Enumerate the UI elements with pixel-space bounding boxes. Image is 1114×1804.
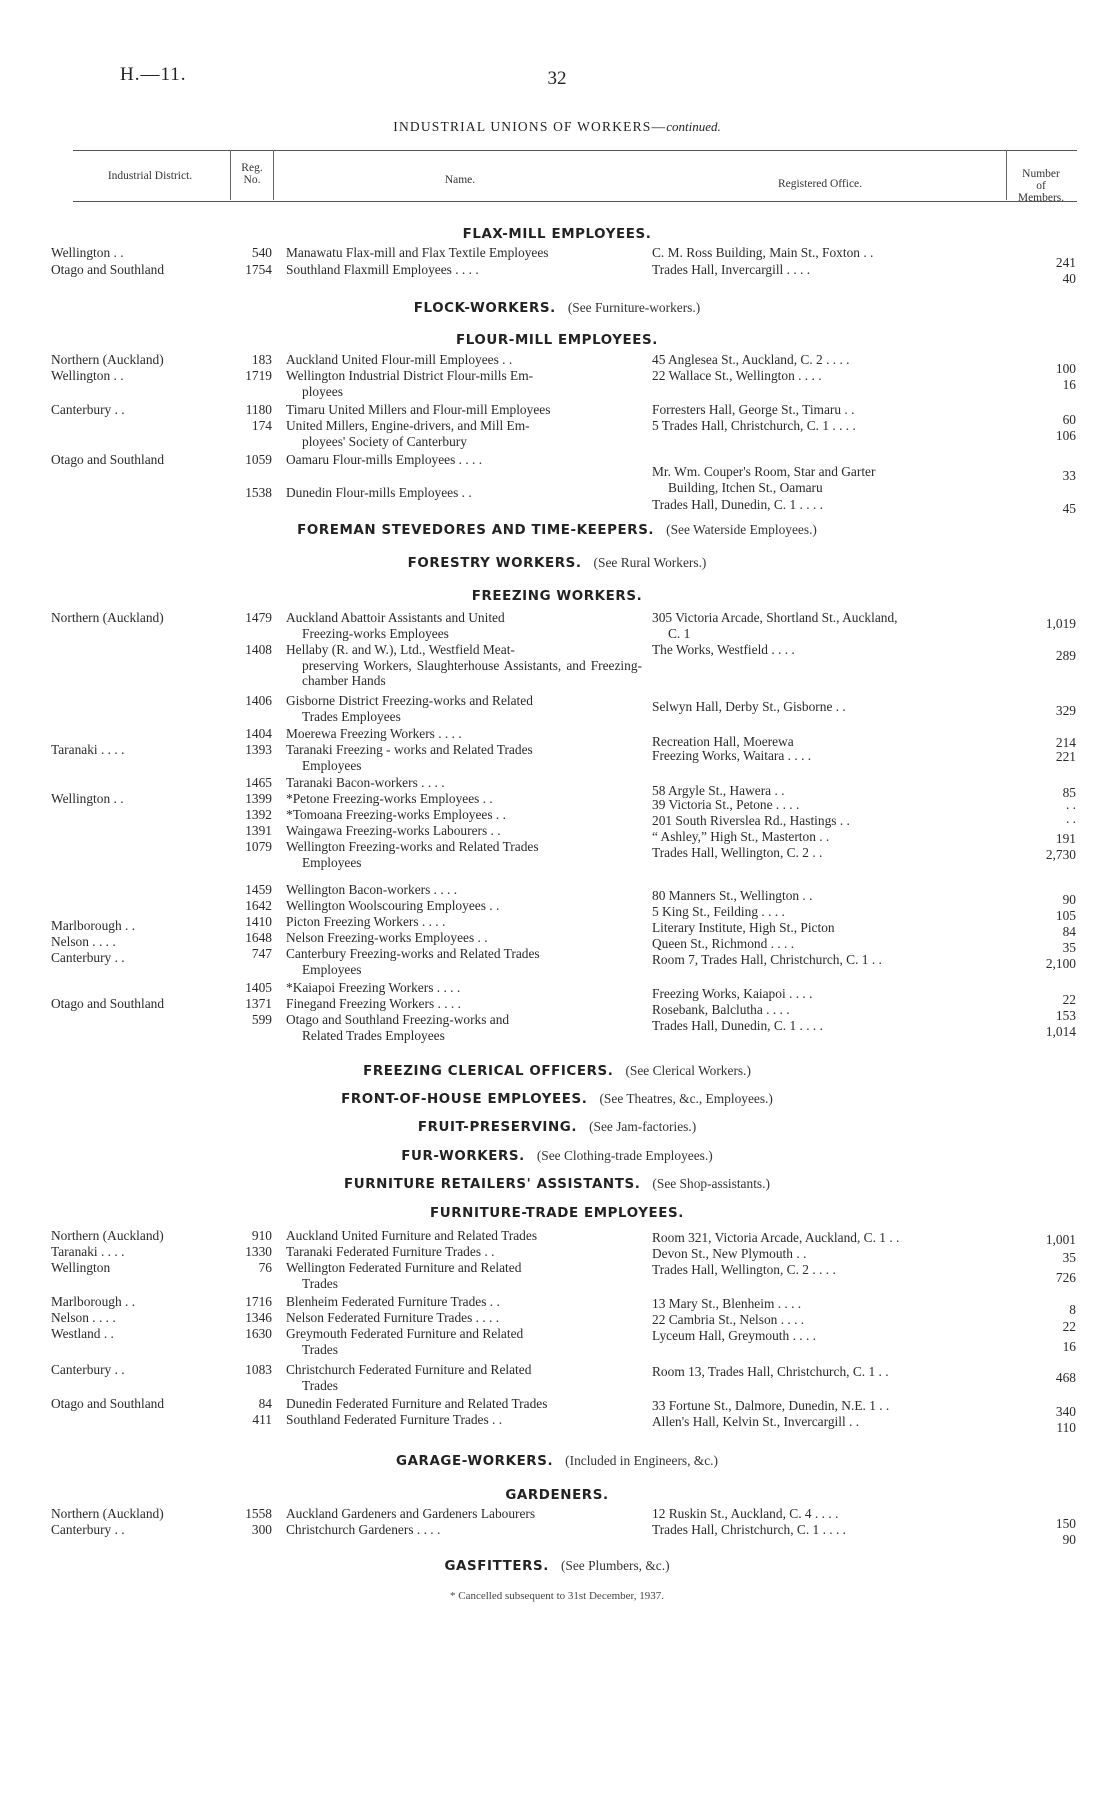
row-name: *Tomoana Freezing-works Employees . . [286,807,506,822]
row-reg: 1406 [245,693,272,708]
row-name-line2: Employees [302,757,362,773]
section-heading [0,1176,1114,1192]
row-office: 58 Argyle St., Hawera . . [652,783,785,798]
row-name-line1: Canterbury Freezing-works and Related Trades [286,946,540,961]
section-see-reference: (See Shop-assistants.) [652,1176,770,1191]
row-office: Devon St., New Plymouth . . [652,1246,807,1261]
row-name: Manawatu Flax-mill and Flax Textile Employees [286,245,549,260]
row-members: 2,100 [1045,956,1076,971]
row-reg: 1630 [245,1326,272,1341]
row-members: 1,014 [1045,1024,1076,1039]
row-office: Lyceum Hall, Greymouth . . . . [652,1328,817,1343]
row-name-line1: Wellington Freezing-works and Related Trades [286,839,539,854]
section-title: FUR-WORKERS. [401,1149,525,1164]
row-name [286,1012,642,1043]
row-members: 33 [1062,468,1076,483]
row-members: 340 [1055,1404,1076,1419]
row-district: Northern (Auckland) [51,352,164,367]
row-reg: 1716 [245,1294,272,1309]
row-office: Trades Hall, Invercargill . . . . [652,262,811,277]
row-office: Trades Hall, Christchurch, C. 1 . . . . [652,1522,847,1537]
section-heading [0,1488,1114,1503]
section-title: FLOCK-WORKERS. [413,301,556,316]
row-name-line1: Gisborne District Freezing-works and Related [286,693,533,708]
row-name [286,742,642,773]
row-reg: 1408 [245,642,272,657]
row-office-line2: C. 1 [668,625,691,641]
row-name-line2: preserving Workers, Slaughterhouse Assistants, and Freezing-chamber Hands [302,657,642,688]
row-members: 289 [1055,648,1076,663]
row-name [286,1260,642,1291]
row-members: 85 [1062,785,1076,800]
row-members: 241 [1055,255,1076,270]
row-reg: 1648 [245,930,272,945]
row-office: Recreation Hall, Moerewa [652,734,794,749]
row-name-line1: Greymouth Federated Furniture and Related [286,1326,524,1341]
section-title: FOREMAN STEVEDORES AND TIME-KEEPERS. [297,523,655,538]
row-district: Nelson . . . . [51,934,116,949]
header-members-line3: Members. [1017,192,1065,204]
row-office: Trades Hall, Dunedin, C. 1 . . . . [652,1018,823,1033]
row-district: Wellington [51,1260,111,1275]
row-name-line1: Christchurch Federated Furniture and Related [286,1362,532,1377]
row-district: Wellington . . [51,245,124,260]
row-name: Waingawa Freezing-works Labourers . . [286,823,501,838]
row-district: Otago and Southland [51,452,165,467]
section-see-reference: (See Clerical Workers.) [625,1063,751,1078]
header-reg-line2: No. [243,174,261,186]
row-office: 5 Trades Hall, Christchurch, C. 1 . . . . [652,418,856,433]
row-reg: 76 [258,1260,272,1275]
header-office: Registered Office. [777,178,863,190]
row-reg: 411 [252,1412,272,1427]
row-district: Marlborough . . [51,918,136,933]
row-office: Selwyn Hall, Derby St., Gisborne . . [652,699,846,714]
row-name [286,946,642,977]
section-title: FLOUR-MILL EMPLOYEES. [456,333,658,348]
section-title: FURNITURE-TRADE EMPLOYEES. [430,1206,684,1221]
row-members: 2,730 [1045,847,1076,862]
row-district: Wellington . . [51,791,124,806]
row-members: 1,019 [1045,616,1076,631]
row-reg: 910 [251,1228,272,1243]
row-name-line2: Trades [302,1377,338,1393]
section-see-reference: (Included in Engineers, &c.) [565,1453,718,1468]
row-name [286,610,642,641]
row-name [286,642,642,689]
section-heading [0,1453,1114,1469]
row-members: 22 [1062,992,1076,1007]
row-name: Taranaki Federated Furniture Trades . . [286,1244,495,1259]
section-title: FORESTRY WORKERS. [407,556,582,571]
row-office: 39 Victoria St., Petone . . . . [652,797,800,812]
row-office: Literary Institute, High St., Picton [652,920,835,935]
row-office: 5 King St., Feilding . . . . [652,904,785,919]
row-members: 16 [1062,1339,1076,1354]
row-name: Auckland Gardeners and Gardeners Labourers [286,1506,536,1521]
row-office: 33 Fortune St., Dalmore, Dunedin, N.E. 1 . . [652,1398,890,1413]
row-reg: 1079 [245,839,272,854]
row-office: Queen St., Richmond . . . . [652,936,795,951]
row-members: 40 [1062,271,1076,286]
row-district: Taranaki . . . . [51,1244,125,1259]
row-name: Picton Freezing Workers . . . . [286,914,446,929]
row-members: 8 [1069,1302,1076,1317]
row-name-line2: Trades Employees [302,708,401,724]
row-name: Christchurch Gardeners . . . . [286,1522,441,1537]
row-reg: 1754 [245,262,272,277]
section-heading [0,1558,1114,1574]
row-reg: 1459 [245,882,272,897]
row-name [286,693,642,724]
row-members: 150 [1055,1516,1076,1531]
row-name [286,1362,642,1393]
page-identifier: H.—11. [120,64,187,85]
row-name: *Petone Freezing-works Employees . . [286,791,493,806]
row-office: 80 Manners St., Wellington . . [652,888,813,903]
row-members: 84 [1062,924,1076,939]
row-members: 45 [1062,501,1076,516]
row-members: 1,001 [1045,1232,1076,1247]
row-reg: 1479 [245,610,272,625]
row-office: 45 Anglesea St., Auckland, C. 2 . . . . [652,352,850,367]
row-name [286,1326,642,1357]
row-name: Dunedin Flour-mills Employees . . [286,485,472,500]
row-members: 726 [1055,1270,1076,1285]
row-office: 22 Cambria St., Nelson . . . . [652,1312,805,1327]
row-name: Timaru United Millers and Flour-mill Employees [286,402,551,417]
row-name [286,418,642,449]
section-title: GASFITTERS. [444,1559,549,1574]
section-see-reference: (See Theatres, &c., Employees.) [599,1091,773,1106]
section-heading [0,1206,1114,1221]
row-name: Dunedin Federated Furniture and Related Trades [286,1396,548,1411]
row-office: 12 Ruskin St., Auckland, C. 4 . . . . [652,1506,839,1521]
row-members: 90 [1062,1532,1076,1547]
row-district: Canterbury . . [51,402,125,417]
header-district: Industrial District. [107,170,193,182]
row-office-line2: Building, Itchen St., Oamaru [668,479,823,495]
row-reg: 540 [251,245,272,260]
row-reg: 1083 [245,1362,272,1377]
section-heading [0,1091,1114,1107]
row-name: Oamaru Flour-mills Employees . . . . [286,452,483,467]
row-reg: 84 [258,1396,272,1411]
section-title: GARAGE-WORKERS. [396,1454,554,1469]
row-members: 468 [1055,1370,1076,1385]
row-office [652,464,992,495]
row-district: Northern (Auckland) [51,1228,164,1243]
row-reg: 1642 [245,898,272,913]
row-reg: 1392 [245,807,272,822]
row-reg: 1558 [245,1506,272,1521]
row-office: Trades Hall, Wellington, C. 2 . . [652,845,823,860]
row-district: Northern (Auckland) [51,1506,164,1521]
row-reg: 174 [251,418,272,433]
row-reg: 1410 [245,914,272,929]
footnote: * Cancelled subsequent to 31st December, 1937. [449,1590,664,1602]
row-name-line1: Wellington Industrial District Flour-mills Em- [286,368,534,383]
section-heading [0,1119,1114,1135]
section-see-reference: (See Jam-factories.) [589,1119,697,1134]
row-reg: 183 [251,352,272,367]
row-members: 105 [1055,908,1076,923]
row-name: Auckland United Flour-mill Employees . . [286,352,513,367]
row-reg: 300 [251,1522,272,1537]
row-members: 35 [1062,1250,1076,1265]
row-reg: 1719 [245,368,272,383]
section-title: GARDENERS. [505,1488,609,1503]
section-heading [0,589,1114,604]
row-name: Auckland United Furniture and Related Trades [286,1228,538,1243]
section-heading [0,227,1114,242]
section-see-reference: (See Waterside Employees.) [666,522,817,537]
row-name-line1: Otago and Southland Freezing-works and [286,1012,510,1027]
row-reg: 1393 [245,742,272,757]
row-office: Trades Hall, Wellington, C. 2 . . . . [652,1262,836,1277]
row-name-line2: Trades [302,1275,338,1291]
section-heading [0,300,1114,316]
row-name [286,368,642,399]
row-members: 16 [1062,377,1076,392]
row-members: . . [1065,797,1076,812]
row-members: 100 [1055,361,1076,376]
row-district: Westland . . [51,1326,114,1341]
section-see-reference: (See Plumbers, &c.) [560,1558,670,1573]
row-district: Otago and Southland [51,996,165,1011]
row-reg: 1404 [245,726,272,741]
section-heading [0,333,1114,348]
row-office: Freezing Works, Kaiapoi . . . . [652,986,813,1001]
section-title: FURNITURE RETAILERS' ASSISTANTS. [344,1177,641,1192]
row-name-line1: Taranaki Freezing - works and Related Trades [286,742,533,757]
row-members: 60 [1062,412,1076,427]
row-office: 22 Wallace St., Wellington . . . . [652,368,822,383]
row-name-line2: Trades [302,1341,338,1357]
row-district: Otago and Southland [51,1396,165,1411]
row-reg: 1399 [245,791,272,806]
header-name: Name. [444,174,476,186]
row-district: Canterbury . . [51,1362,125,1377]
row-name: Southland Federated Furniture Trades . . [286,1412,503,1427]
row-name: Wellington Woolscouring Employees . . [286,898,500,913]
row-office: 201 South Riverslea Rd., Hastings . . [652,813,850,828]
row-office: Forresters Hall, George St., Timaru . . [652,402,855,417]
row-reg: 1180 [245,402,272,417]
row-members: 214 [1055,735,1076,750]
row-name-line2: ployees [302,383,343,399]
row-name: Nelson Federated Furniture Trades . . . . [286,1310,500,1325]
row-name-line2: ployees' Society of Canterbury [302,433,467,449]
section-title: FLAX-MILL EMPLOYEES. [462,227,652,242]
row-name: Southland Flaxmill Employees . . . . [286,262,479,277]
row-name [286,839,642,870]
row-name: Moerewa Freezing Workers . . . . [286,726,462,741]
row-office: Trades Hall, Dunedin, C. 1 . . . . [652,497,823,512]
title-main: INDUSTRIAL UNIONS OF WORKERS— [393,119,667,134]
row-district: Canterbury . . [51,1522,125,1537]
row-office: Room 13, Trades Hall, Christchurch, C. 1 . . [652,1364,889,1379]
row-name-line2: Freezing-works Employees [302,625,449,641]
row-members: 153 [1055,1008,1076,1023]
row-district: Taranaki . . . . [51,742,125,757]
section-see-reference: (See Clothing-trade Employees.) [536,1148,713,1163]
row-members: 110 [1056,1420,1076,1435]
row-name-line1: Wellington Federated Furniture and Related [286,1260,522,1275]
row-name-line2: Employees [302,854,362,870]
row-reg: 1465 [245,775,272,790]
title-continued: continued. [666,119,721,134]
row-office: “ Ashley,” High St., Masterton . . [652,829,830,844]
row-reg: 747 [251,946,272,961]
row-district: Otago and Southland [51,262,165,277]
row-name: Finegand Freezing Workers . . . . [286,996,461,1011]
row-name-line1: United Millers, Engine-drivers, and Mill Em- [286,418,530,433]
section-see-reference: (See Rural Workers.) [593,555,707,570]
row-office: Room 7, Trades Hall, Christchurch, C. 1 . . [652,952,882,967]
header-reg-line1: Reg. [241,162,263,174]
row-reg: 1346 [245,1310,272,1325]
section-title: FREEZING CLERICAL OFFICERS. [363,1064,614,1079]
row-district: Wellington . . [51,368,124,383]
header-members-line1: Number [1022,168,1060,180]
row-reg: 1371 [245,996,272,1011]
row-office: Rosebank, Balclutha . . . . [652,1002,790,1017]
row-office: Room 321, Victoria Arcade, Auckland, C. 1 . . [652,1230,900,1245]
row-name-line1: Hellaby (R. and W.), Ltd., Westfield Meat- [286,642,515,657]
row-office-line1: 305 Victoria Arcade, Shortland St., Auckland, [652,610,898,625]
row-district: Marlborough . . [51,1294,136,1309]
row-office: 13 Mary St., Blenheim . . . . [652,1296,802,1311]
row-name: Blenheim Federated Furniture Trades . . [286,1294,500,1309]
page-number: 32 [547,68,567,89]
header-members-line2: of [1036,180,1046,192]
row-office: C. M. Ross Building, Main St., Foxton . . [652,245,874,260]
row-district: Nelson . . . . [51,1310,116,1325]
section-heading [0,522,1114,538]
row-members: 191 [1055,831,1076,846]
row-reg: 1391 [245,823,272,838]
row-members: 22 [1062,1319,1076,1334]
section-title: FRUIT-PRESERVING. [417,1120,578,1135]
row-name: Taranaki Bacon-workers . . . . [286,775,445,790]
row-name-line2: Employees [302,961,362,977]
row-name: Wellington Bacon-workers . . . . [286,882,458,897]
section-heading [0,555,1114,571]
row-office: The Works, Westfield . . . . [652,642,795,657]
row-members: 35 [1062,940,1076,955]
section-heading [0,1148,1114,1164]
row-reg: 1405 [245,980,272,995]
section-heading [0,1063,1114,1079]
row-members: 90 [1062,892,1076,907]
row-name: Nelson Freezing-works Employees . . [286,930,488,945]
row-members: 329 [1055,703,1076,718]
row-office: Allen's Hall, Kelvin St., Invercargill . . [652,1414,860,1429]
row-name: *Kaiapoi Freezing Workers . . . . [286,980,461,995]
section-see-reference: (See Furniture-workers.) [567,300,701,315]
row-members: 221 [1055,749,1076,764]
section-title: FRONT-OF-HOUSE EMPLOYEES. [341,1092,588,1107]
row-reg: 1538 [245,485,272,500]
row-office: Freezing Works, Waitara . . . . [652,748,812,763]
row-reg: 1330 [245,1244,272,1259]
section-title: FREEZING WORKERS. [471,589,643,604]
row-office [652,610,992,641]
row-office-line1: Mr. Wm. Couper's Room, Star and Garter [652,464,876,479]
row-members: 106 [1055,428,1076,443]
row-reg: 599 [251,1012,272,1027]
row-district: Canterbury . . [51,950,125,965]
row-name-line1: Auckland Abattoir Assistants and United [286,610,505,625]
row-name-line2: Related Trades Employees [302,1027,445,1043]
row-members: . . [1065,811,1076,826]
row-reg: 1059 [245,452,272,467]
row-district: Northern (Auckland) [51,610,164,625]
